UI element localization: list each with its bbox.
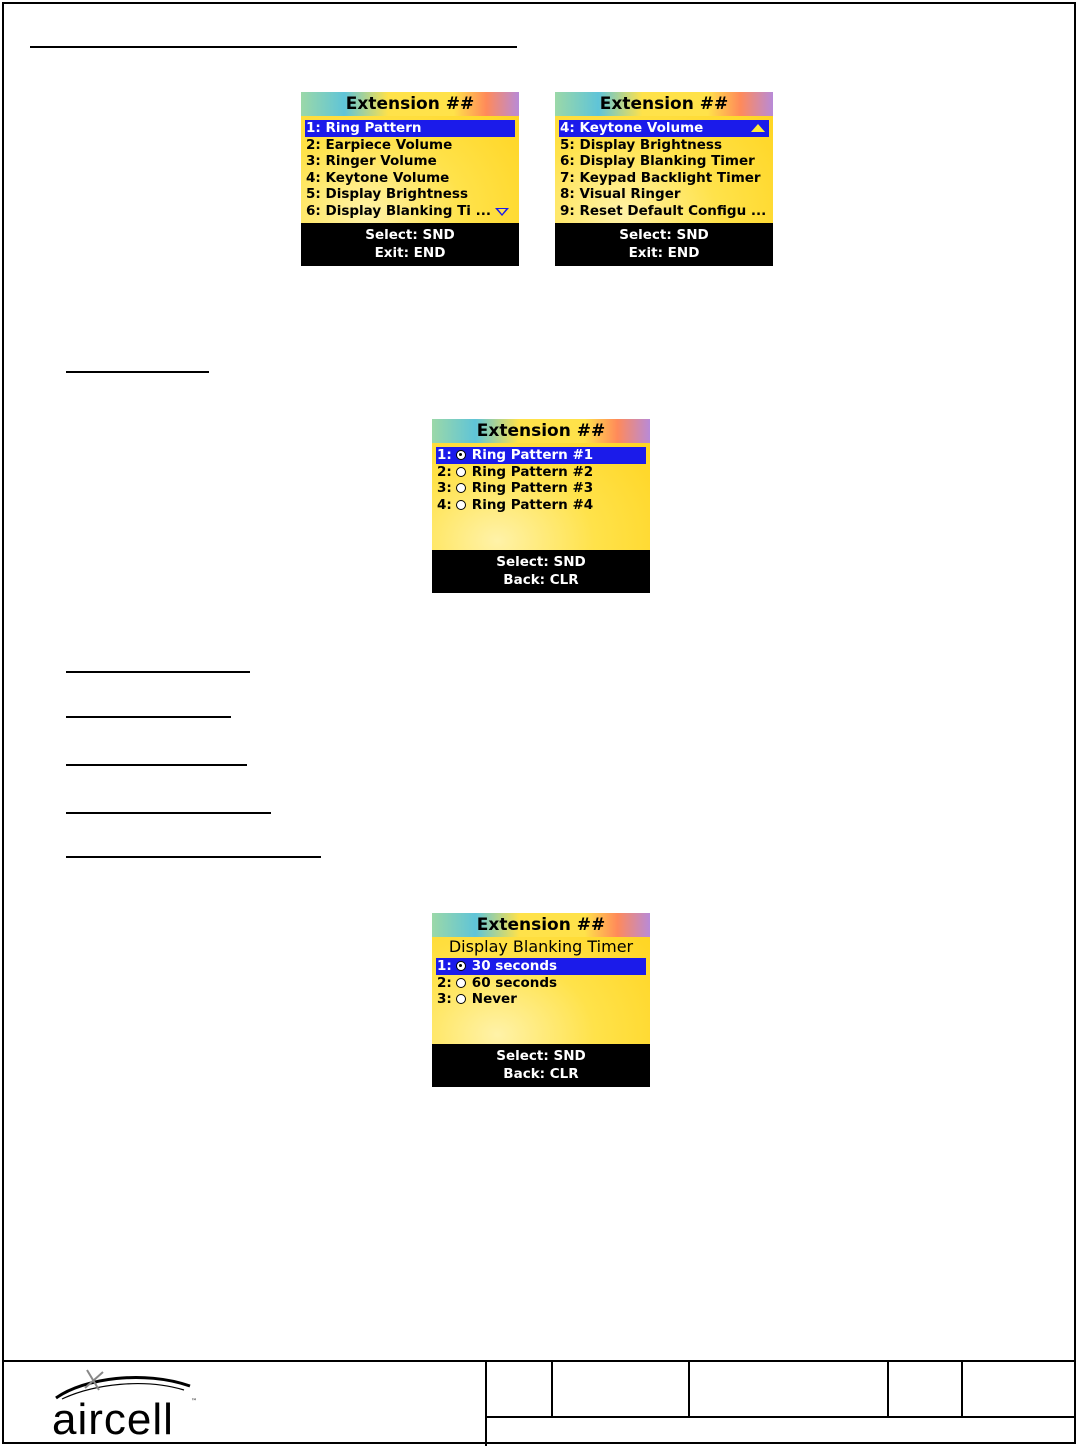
aircell-logo: aircell — [52, 1395, 174, 1444]
screen-title: Extension ## — [432, 913, 650, 937]
footer-divider — [688, 1360, 690, 1416]
menu-item-display-brightness[interactable]: 5: Display Brightness — [560, 136, 722, 153]
screen-subtitle: Display Blanking Timer — [448, 937, 634, 956]
option-ring-pattern-3[interactable] — [436, 480, 646, 497]
option-label: Ring Pattern #4 — [471, 496, 594, 513]
option-ring-pattern-1[interactable] — [436, 447, 646, 464]
subsection-heading-rule — [66, 764, 247, 766]
softkey-bar — [301, 223, 519, 266]
softkey-bar — [432, 550, 650, 593]
option-label: Never — [471, 991, 517, 1007]
subsection-heading-rule — [66, 716, 231, 718]
radio-selected-icon — [456, 961, 466, 971]
softkey-back: Back: CLR — [503, 1066, 579, 1082]
menu-item-visual-ringer[interactable]: 8: Visual Ringer — [560, 186, 681, 202]
menu-item-label: 4: Keytone Volume — [560, 120, 704, 136]
option-label: Ring Pattern #1 — [471, 447, 594, 463]
softkey-select: Select: SND — [365, 227, 455, 243]
subsection-heading-rule — [66, 371, 209, 373]
radio-unselected-icon — [456, 483, 466, 493]
blanking-timer-options — [436, 958, 646, 1008]
option-label: Ring Pattern #2 — [471, 463, 594, 480]
option-label: 60 seconds — [471, 974, 558, 991]
screen-title: Extension ## — [432, 419, 650, 443]
menu-item-display-blanking-timer[interactable] — [305, 203, 515, 220]
section-heading-rule — [30, 46, 517, 48]
footer-top-rule — [2, 1360, 1076, 1362]
subsection-heading-rule — [66, 812, 271, 814]
menu-item-label: 6: Display Blanking Ti ... — [306, 202, 491, 219]
footer-divider — [887, 1360, 889, 1416]
option-number: 1: — [437, 447, 452, 463]
option-number: 2: — [437, 974, 452, 991]
phone-screen-ring-pattern — [432, 419, 650, 593]
phone-screen-main-menu-1 — [301, 92, 519, 266]
footer-mid-rule — [485, 1416, 1076, 1418]
subsection-heading-rule — [66, 671, 250, 673]
radio-selected-icon — [456, 450, 466, 460]
subsection-heading-rule — [66, 856, 321, 858]
radio-unselected-icon — [456, 500, 466, 510]
menu-item-keypad-backlight-timer[interactable]: 7: Keypad Backlight Timer — [560, 169, 761, 186]
softkey-select: Select: SND — [619, 227, 709, 243]
option-number: 3: — [437, 991, 452, 1007]
softkey-back: Back: CLR — [503, 572, 579, 588]
menu-item-earpiece-volume[interactable]: 2: Earpiece Volume — [306, 136, 453, 153]
softkey-bar — [432, 1044, 650, 1087]
softkey-exit: Exit: END — [374, 245, 446, 261]
menu-item-keytone-volume[interactable] — [559, 120, 769, 137]
menu-item-display-blanking-timer[interactable]: 6: Display Blanking Timer — [560, 153, 755, 169]
softkey-bar — [555, 223, 773, 266]
radio-unselected-icon — [456, 467, 466, 477]
settings-menu — [305, 120, 515, 219]
option-label: 30 seconds — [471, 958, 558, 974]
softkey-exit: Exit: END — [628, 245, 700, 261]
option-number: 2: — [437, 463, 452, 480]
option-ring-pattern-2[interactable] — [436, 464, 646, 481]
option-never[interactable] — [436, 991, 646, 1008]
scroll-down-icon — [495, 208, 509, 216]
softkey-select: Select: SND — [496, 554, 586, 570]
phone-screen-blanking-timer — [432, 913, 650, 1087]
ring-pattern-options — [436, 447, 646, 513]
radio-unselected-icon — [456, 994, 466, 1004]
option-30-seconds[interactable] — [436, 958, 646, 975]
softkey-select: Select: SND — [496, 1048, 586, 1064]
option-number: 4: — [437, 496, 452, 513]
screen-title: Extension ## — [301, 92, 519, 116]
menu-item-ring-pattern[interactable]: 1: Ring Pattern — [305, 120, 515, 137]
scroll-up-icon — [751, 124, 765, 132]
radio-unselected-icon — [456, 978, 466, 988]
menu-item-keytone-volume[interactable]: 4: Keytone Volume — [306, 169, 450, 186]
option-60-seconds[interactable] — [436, 975, 646, 992]
option-number: 3: — [437, 480, 452, 496]
footer-divider — [485, 1360, 487, 1446]
phone-screen-main-menu-2 — [555, 92, 773, 266]
footer-divider — [961, 1360, 963, 1416]
page-border — [2, 2, 1076, 1444]
footer-divider — [551, 1360, 553, 1416]
option-ring-pattern-4[interactable] — [436, 497, 646, 514]
menu-item-ringer-volume[interactable]: 3: Ringer Volume — [306, 153, 437, 169]
option-number: 1: — [437, 958, 452, 974]
menu-item-display-brightness[interactable]: 5: Display Brightness — [306, 186, 468, 202]
menu-item-reset-default-configuration[interactable]: 9: Reset Default Configu ... — [560, 202, 767, 219]
trademark-symbol: ™ — [191, 1398, 197, 1405]
screen-title: Extension ## — [555, 92, 773, 116]
settings-menu — [559, 120, 769, 219]
option-label: Ring Pattern #3 — [471, 480, 594, 496]
